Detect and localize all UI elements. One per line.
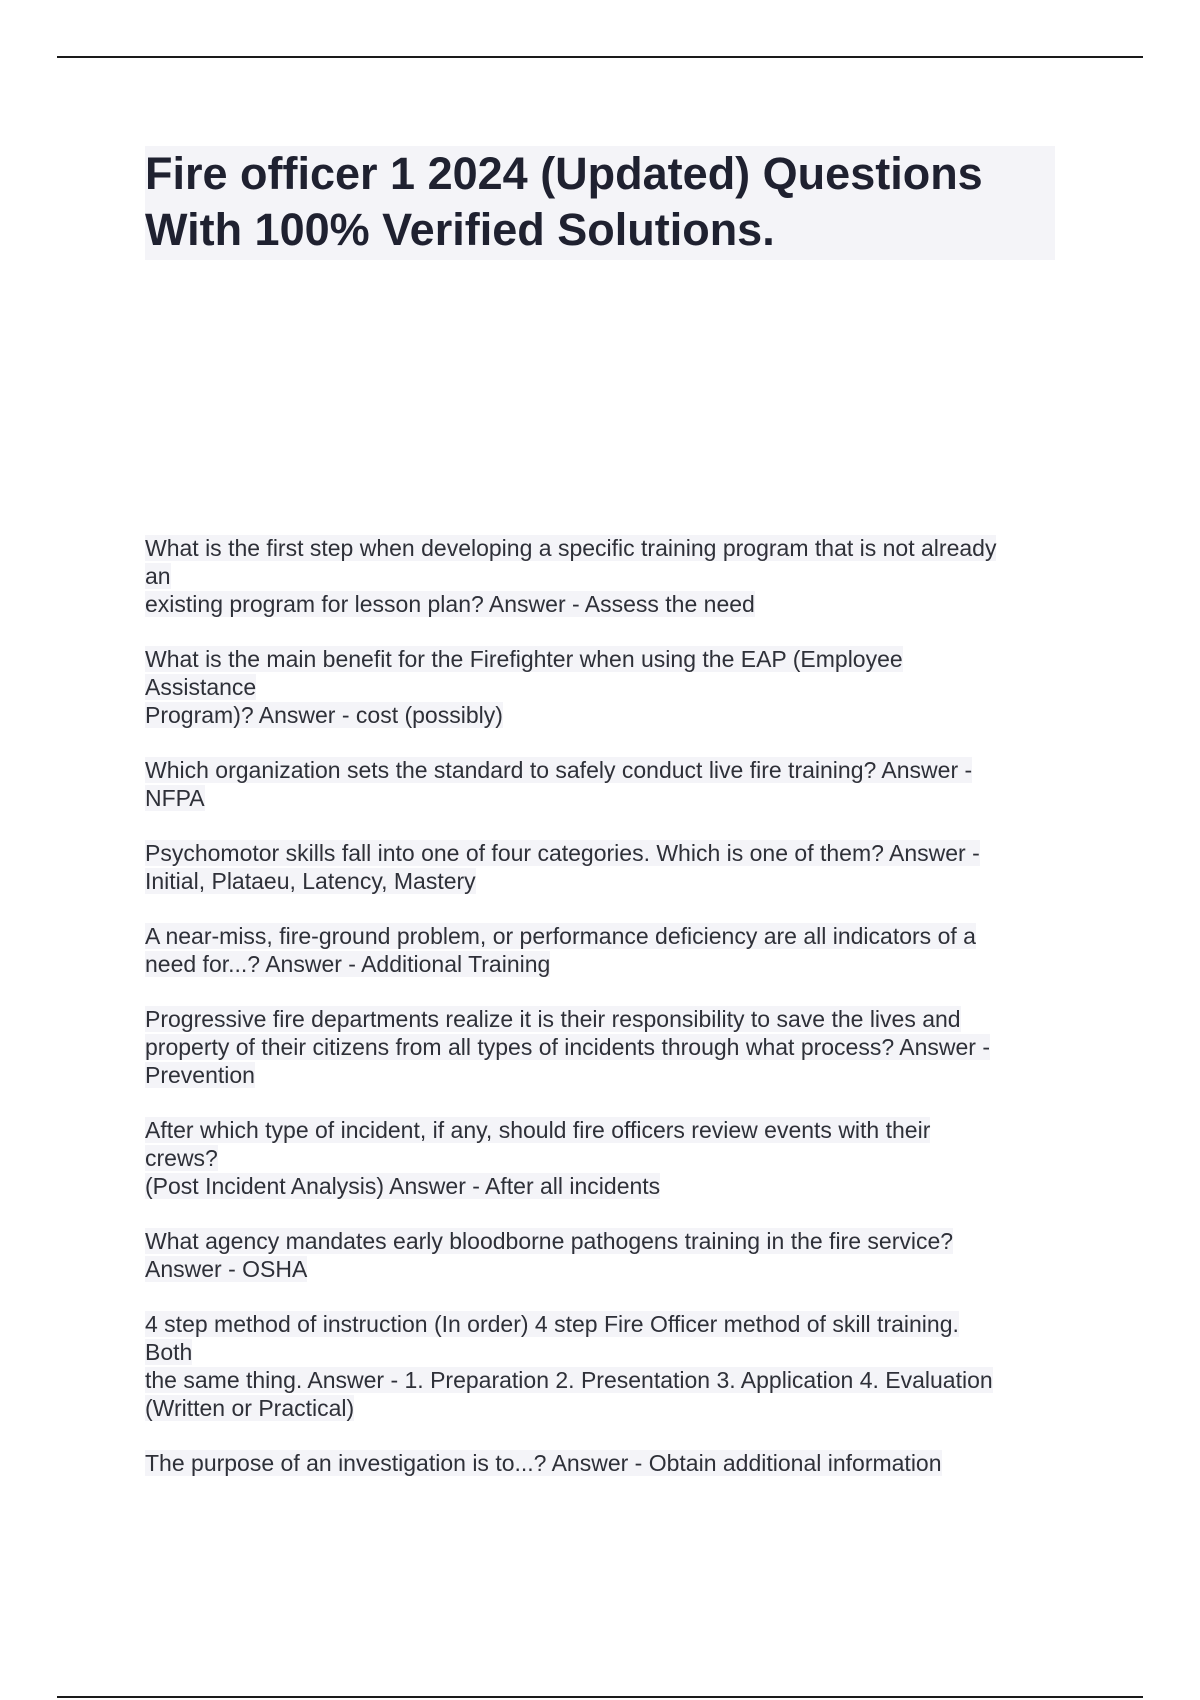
qa-line <box>145 1366 1055 1394</box>
qa-line <box>145 673 1055 701</box>
qa-item <box>145 1449 1055 1477</box>
qa-list <box>145 534 1055 1504</box>
qa-line <box>145 645 1055 673</box>
qa-line <box>145 1310 1055 1338</box>
qa-line-text: property of their citizens from all types of incidents through what process? Answer - <box>145 1034 991 1060</box>
qa-line <box>145 1255 1055 1283</box>
qa-line-text: Psychomotor skills fall into one of four categories. Which is one of them? Answer - <box>145 840 980 866</box>
qa-item <box>145 756 1055 812</box>
qa-line-text: Answer - OSHA <box>145 1256 308 1282</box>
qa-line-text: Initial, Plataeu, Latency, Mastery <box>145 868 476 894</box>
qa-item <box>145 1005 1055 1089</box>
qa-line <box>145 1227 1055 1255</box>
qa-line-text: Both <box>145 1339 193 1365</box>
qa-line-text: existing program for lesson plan? Answer - Assess the need <box>145 591 755 617</box>
qa-line-text: What is the main benefit for the Firefighter when using the EAP (Employee <box>145 646 903 672</box>
qa-line <box>145 1394 1055 1422</box>
qa-line <box>145 922 1055 950</box>
qa-line <box>145 1116 1055 1144</box>
qa-line-text: (Post Incident Analysis) Answer - After all incidents <box>145 1173 661 1199</box>
qa-line-text: NFPA <box>145 785 205 811</box>
qa-line <box>145 867 1055 895</box>
qa-line-text: crews? <box>145 1145 218 1171</box>
qa-line <box>145 1061 1055 1089</box>
qa-line <box>145 784 1055 812</box>
qa-line-text: need for...? Answer - Additional Training <box>145 951 551 977</box>
qa-item <box>145 1310 1055 1422</box>
title-line-2: With 100% Verified Solutions. <box>145 204 775 255</box>
document-title <box>145 146 1055 260</box>
qa-line-text: Assistance <box>145 674 257 700</box>
qa-line-text: Prevention <box>145 1062 255 1088</box>
qa-line-text: (Written or Practical) <box>145 1395 355 1421</box>
qa-line <box>145 701 1055 729</box>
qa-line-text: the same thing. Answer - 1. Preparation 2. Presentation 3. Application 4. Evaluation <box>145 1367 993 1393</box>
qa-line <box>145 756 1055 784</box>
qa-line-text: an <box>145 563 171 589</box>
qa-line <box>145 1033 1055 1061</box>
qa-line-text: Progressive fire departments realize it is their responsibility to save the lives and <box>145 1006 961 1032</box>
qa-line-text: Program)? Answer - cost (possibly) <box>145 702 503 728</box>
qa-line <box>145 562 1055 590</box>
qa-line <box>145 1449 1055 1477</box>
qa-item <box>145 1116 1055 1200</box>
bottom-rule <box>57 1696 1143 1698</box>
qa-line <box>145 950 1055 978</box>
qa-line <box>145 1172 1055 1200</box>
qa-line <box>145 1005 1055 1033</box>
qa-line <box>145 534 1055 562</box>
qa-line-text: After which type of incident, if any, should fire officers review events with their <box>145 1117 931 1143</box>
qa-line <box>145 590 1055 618</box>
qa-item <box>145 839 1055 895</box>
title-line-1: Fire officer 1 2024 (Updated) Questions <box>145 148 983 199</box>
qa-item <box>145 1227 1055 1283</box>
qa-item <box>145 534 1055 618</box>
qa-line-text: What is the first step when developing a specific training program that is not already <box>145 535 997 561</box>
qa-line-text: The purpose of an investigation is to...? Answer - Obtain additional information <box>145 1450 942 1476</box>
qa-line-text: 4 step method of instruction (In order) 4 step Fire Officer method of skill training. <box>145 1311 959 1337</box>
qa-line <box>145 1144 1055 1172</box>
qa-line-text: A near-miss, fire-ground problem, or performance deficiency are all indicators of a <box>145 923 976 949</box>
qa-item <box>145 922 1055 978</box>
qa-line-text: What agency mandates early bloodborne pathogens training in the fire service? <box>145 1228 954 1254</box>
qa-item <box>145 645 1055 729</box>
qa-line <box>145 1338 1055 1366</box>
top-rule <box>57 56 1143 58</box>
qa-line-text: Which organization sets the standard to safely conduct live fire training? Answer - <box>145 757 973 783</box>
qa-line <box>145 839 1055 867</box>
